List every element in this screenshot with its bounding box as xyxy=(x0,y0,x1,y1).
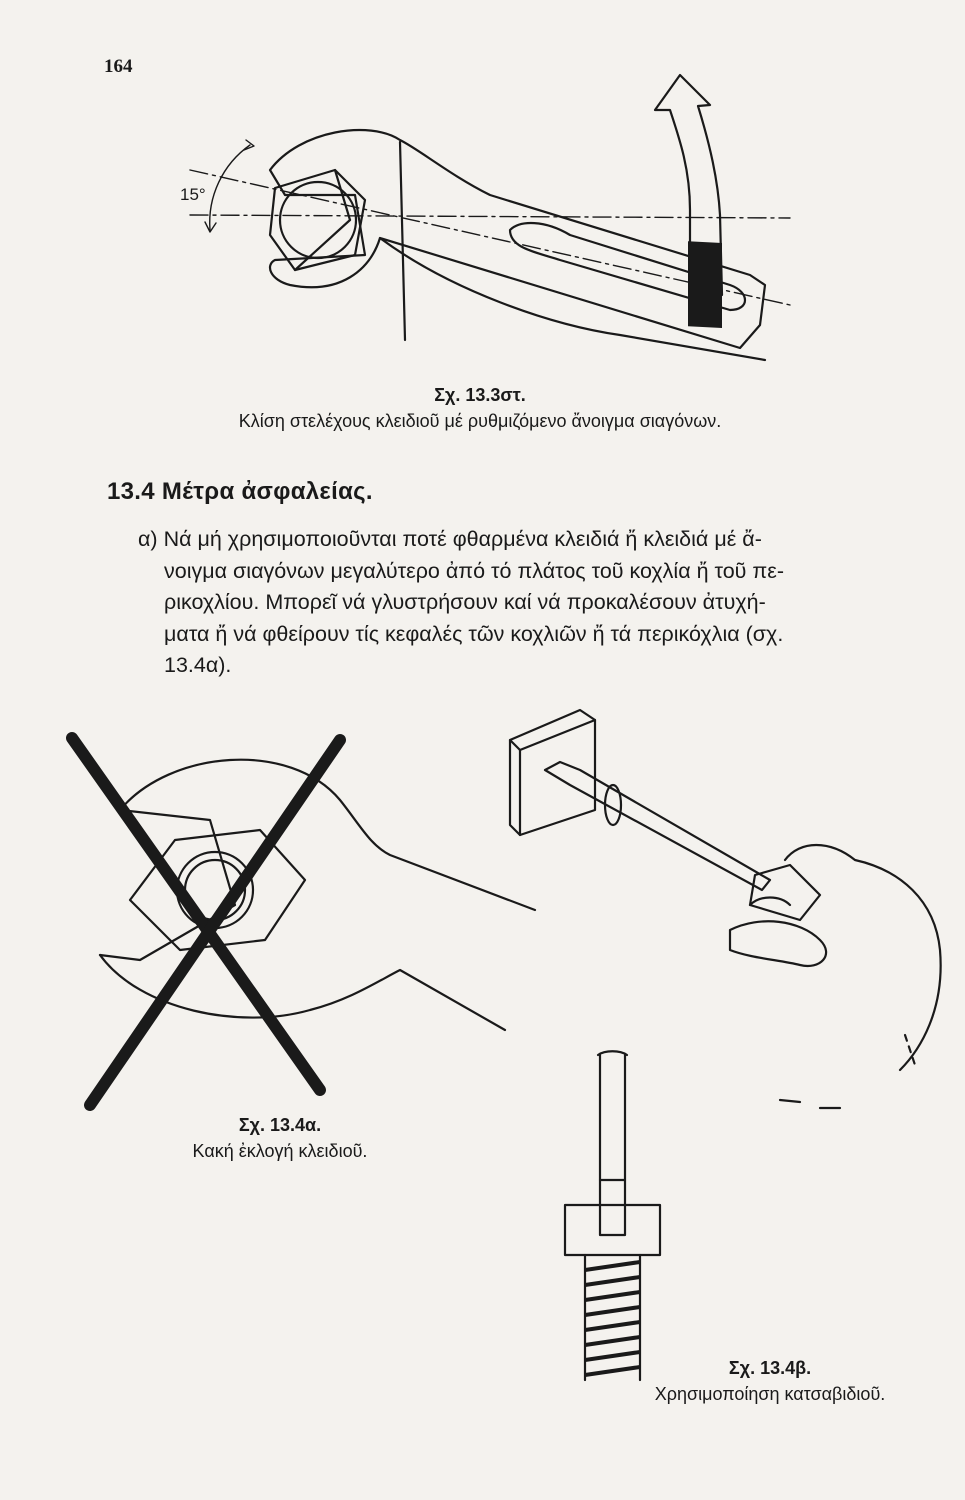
figure-13-4b-caption xyxy=(620,1355,920,1407)
figure-13-3st-caption xyxy=(150,382,810,434)
figure-13-4a-caption-title: Σχ. 13.4α. xyxy=(238,1115,322,1135)
figure-13-4a-wrong-wrench-illustration xyxy=(60,730,550,1110)
figure-13-3st-caption-title: Σχ. 13.3στ. xyxy=(434,385,526,405)
paragraph-line: ρικοχλίου. Μπορεῖ νά γλυστρήσουν καί νά προκαλέσουν ἀτυχή- xyxy=(164,590,766,614)
figure-13-4b-caption-text: Χρησιμοποίηση κατσαβιδιοῦ. xyxy=(654,1384,886,1404)
paragraph-line: νοιγμα σιαγόνων μεγαλύτερο ἀπό τό πλάτος τοῦ κοχλία ἤ τοῦ πε- xyxy=(164,558,784,583)
paragraph-line: ματα ἤ νά φθείρουν τίς κεφαλές τῶν κοχλιῶν ἤ τά περικόχλια (σχ. xyxy=(164,621,784,646)
figure-13-4b-screwdriver-illustration xyxy=(500,690,950,1390)
safety-paragraph xyxy=(138,524,918,682)
paragraph-line: α) Νά μή χρησιμοποιοῦνται ποτέ φθαρμένα κλειδιά ἤ κλειδιά μέ ἄ- xyxy=(138,527,762,551)
page-number: 164 xyxy=(104,56,133,77)
figure-13-4b-caption-title: Σχ. 13.4β. xyxy=(728,1358,812,1378)
figure-13-4a-caption xyxy=(165,1112,395,1164)
figure-13-3st-caption-text: Κλίση στελέχους κλειδιοῦ μέ ρυθμιζόμενο ἄνοιγμα σιαγόνων. xyxy=(238,411,722,431)
section-heading: 13.4 Μέτρα ἀσφαλείας. xyxy=(107,478,373,505)
figure-13-4a-caption-text: Κακή ἐκλογή κλειδιοῦ. xyxy=(192,1141,368,1161)
paragraph-line: 13.4α). xyxy=(164,653,232,677)
angle-label: 15° xyxy=(180,185,206,204)
figure-13-3st-wrench-illustration xyxy=(150,70,810,380)
